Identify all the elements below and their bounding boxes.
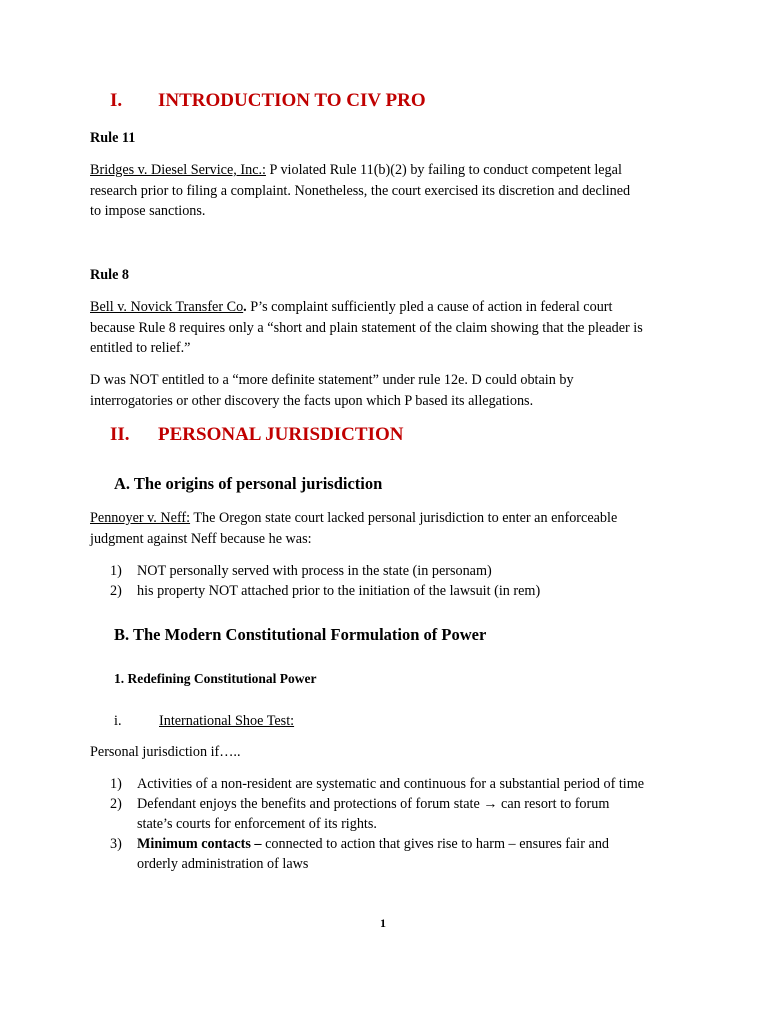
paragraph-text: The Oregon state court lacked personal jurisdiction to enter an enforceable	[190, 510, 618, 526]
list-text: NOT personally served with process in the state (in personam)	[137, 563, 492, 579]
case-name-pennoyer: Pennoyer v. Neff:	[90, 510, 191, 526]
paragraph-text: judgment against Neff because he was:	[90, 530, 312, 547]
section-number: II.	[110, 424, 130, 445]
section-number: I.	[110, 90, 123, 111]
list-text: Defendant enjoys the benefits and protections of forum state → can resort to forum	[137, 796, 610, 812]
list-text-continued: state’s courts for enforcement of its rights.	[137, 816, 377, 832]
pennoyer-paragraph	[90, 508, 617, 549]
list-text-bold: Minimum contacts –	[137, 836, 262, 852]
subsection-b1-heading: 1. Redefining Constitutional Power	[114, 671, 317, 686]
list-number: 2)	[110, 583, 122, 599]
list-item	[110, 774, 710, 794]
bell-paragraph	[90, 297, 643, 359]
list-number: 1)	[110, 563, 122, 579]
rule-8-heading: Rule 8	[90, 267, 130, 283]
definite-statement-paragraph	[90, 370, 574, 411]
rule-11-heading: Rule 11	[90, 130, 136, 146]
case-name-bell: Bell v. Novick Transfer Co	[90, 299, 244, 315]
shoe-test-heading	[114, 711, 414, 731]
shoe-intro: Personal jurisdiction if…..	[90, 744, 241, 760]
list-number: 3)	[110, 836, 122, 852]
section-title: INTRODUCTION TO CIV PRO	[158, 90, 426, 111]
shoe-test-title: International Shoe Test:	[159, 713, 295, 729]
section-heading-intro	[110, 90, 510, 114]
case-period: .	[243, 299, 247, 315]
list-item	[110, 834, 710, 874]
list-text-continued: orderly administration of laws	[137, 856, 309, 872]
paragraph-text: P violated Rule 11(b)(2) by failing to conduct competent legal	[265, 162, 622, 178]
paragraph-text: D was NOT entitled to a “more definite statement” under rule 12e. D could obtain by	[90, 372, 574, 388]
section-heading-pj	[110, 424, 510, 448]
list-text: Activities of a non-resident are systematic and continuous for a substantial period of time	[137, 776, 645, 792]
paragraph-text: entitled to relief.”	[90, 340, 191, 356]
paragraph-text: research prior to filing a complaint. Nonetheless, the court exercised its discretion and declined	[90, 182, 631, 199]
list-text: connected to action that gives rise to harm – ensures fair and	[261, 836, 610, 852]
roman-numeral: i.	[114, 713, 122, 729]
list-number: 1)	[110, 776, 122, 792]
case-name-bridges: Bridges v. Diesel Service, Inc.:	[90, 162, 266, 178]
list-item	[110, 581, 710, 601]
list-number: 2)	[110, 796, 122, 812]
list-text: his property NOT attached prior to the initiation of the lawsuit (in rem)	[137, 583, 541, 599]
paragraph-text: to impose sanctions.	[90, 203, 206, 219]
paragraph-text: because Rule 8 requires only a “short and plain statement of the claim showing that the pleader is	[90, 319, 643, 336]
paragraph-text: P’s complaint sufficiently pled a cause of action in federal court	[246, 299, 613, 315]
section-title: PERSONAL JURISDICTION	[158, 424, 404, 445]
subsection-a-heading: A. The origins of personal jurisdiction	[114, 474, 383, 493]
subsection-b-heading: B. The Modern Constitutional Formulation of Power	[114, 625, 487, 644]
paragraph-text: interrogatories or other discovery the facts upon which P based its allegations.	[90, 392, 534, 409]
list-item	[110, 794, 710, 834]
page-number: 1	[380, 916, 386, 930]
bridges-paragraph	[90, 160, 630, 222]
list-item	[110, 561, 710, 581]
